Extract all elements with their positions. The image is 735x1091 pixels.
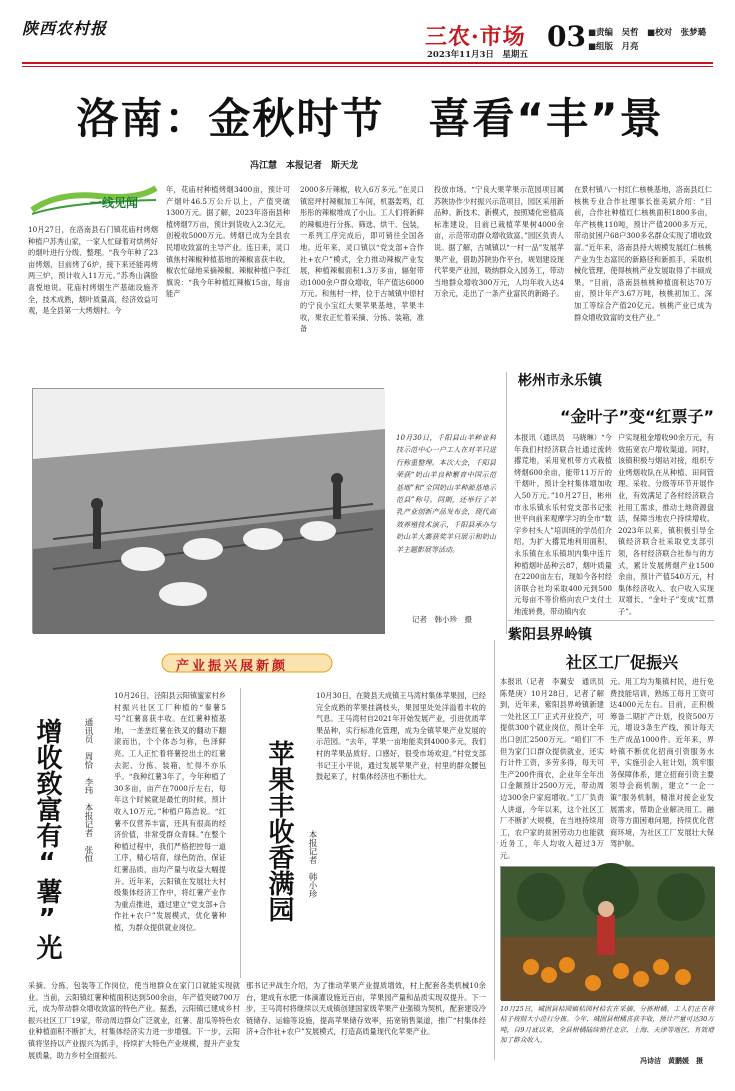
main-col-1: 10月27日，在洛南县石门镇花庙村烤烟种植户苏秀山家，一家人忙碌着对烘烤好的烟叶进行分级、整理。“我今年种了23亩烤烟，目前烤了6炉，接下来还能再烤两三炉，预计收入11万元。”苏秀山满脸喜悦地说。花庙村烤烟生产基础设施齐全，技术成熟，烟叶质量高，经济效益可观，是全县第一大烤烟村。今 xyxy=(28,225,158,316)
chenzhou-col-2: 户实现租金增收90余万元，有效拓宽农户增收渠道。同时，该镇积极与烟站对接，组织专业烤烟收队在从种植、田间管理、采收、分级等环节开展作业，有效满足了各村经济联合社用工需求，推动土地资源盘活，保障当地农户持续增收。2023年以来，镇积极引导全镇经济联合社采取党支部引领，各村经济联合社参与的方式，累计发展烤烟产业1500余亩，预计产值540万元，村集体经济收入、农户收入实现双增长，“金叶子”变成“红票子”。 xyxy=(618,433,714,616)
industry-banner xyxy=(162,650,332,676)
chenzhou-headline: “金叶子”变“红票子” xyxy=(560,407,715,426)
masthead-rule xyxy=(22,62,713,64)
main-col-5: 在景村镇八一村红仁核桃基地，洛南县红仁核桃专业合作社理事长崔美斌介绍：“目前，合作社种植红仁核桃面积1800多亩，年产核桃110吨，预计产值2000多万元，带动贫困户68户300多名群众实现了增收致富。”近年来，洛南县持大规模发展红仁核桃产业为生态富民的新路径和新抓手，采取机械化管理，使得核桃产业发展取得了丰硕成果。“目前，洛南县核桃种植面积达70万亩，预计年产3.67万吨，核桃初加工、深加工等综合产值20亿元。核桃产业已成为群众增收致富的支柱产业。” xyxy=(574,185,712,322)
photo1-caption: 10月30日，千阳县山羊种业科技示范中心一户工人在对羊只进行称重整理。本次大会，千阳县荣获“奶山羊良种繁育中国示范基地”和“全国奶山羊种源基地示范县”称号。同期，还举行了羊乳产业创新产品发布会，现代高效养殖技术演示，千阳县承办与奶山羊大赛获奖羊只展示和奶山羊主题影展等活动。 xyxy=(396,434,496,554)
issue-date: 2023年11月3日 星期五 xyxy=(427,50,528,60)
sweet-potato-col-2: 采摘、分拣、包装等工作岗位，使当地群众在家门口就能实现就业。当前，云阳镇红薯种植面积达到500余亩，年产值突破700万元，成为带动群众增收致富的特色产业。据悉，云阳镇已建成乡村振兴社区工厂19家，带动周边群众广泛就业，红薯、甜瓜等特色农业种植面积不断扩大，村集体经济实力进一步增强。下一步，云阳镇将坚持以产业振兴为抓手，持续扩大特色产业规模，提升产业发展质量，助力乡村全面振兴。 xyxy=(28,981,240,1060)
main-col-4: 投放市场。“宁良大果苹果示范园项目属苏陕协作少村振兴示范项目，园区采用新品种、新技术、新模式，按照矮化密植高标准建设，目前已栽植苹果树4000余亩，示范带动群众增收致富。”园区负责人说。据了解，古城镇以“一村一品”发展苹果产业，借助苏陕协作平台，规划建设现代苹果产业园，吸纳群众入园务工，带动当地群众增收300万元，人均年收入达4万余元，走出了一条产业富民的新路子。 xyxy=(434,185,564,299)
tag-text: 一线见闻 xyxy=(90,196,139,210)
editor-credits xyxy=(588,26,728,54)
masthead-rule-thin xyxy=(22,66,713,67)
goat-farm-illustration xyxy=(33,389,385,634)
photo2-caption: 10月25日，城固县桔园镇桔园村桔农在采摘、分拣柑橘。工人们正在将桔子按照大小进行分拣。今年，城固县柑橘喜获丰收，预计产量可达30万吨，自9月底以来，全县柑橘陆续销往北京、上海、天津等地区，有效增加了群众收入。 xyxy=(500,1005,714,1045)
chenzhou-col-1: 本报讯（通讯员 马晓琳）“今年我们村经济联合社通过流转撂荒地，采用宽机带方式栽植烤烟600余亩，能带11万斤的干烟叶，预计全村集体增加收入50万元。”10月27日，彬州市永乐镇永乐村党支部书记张世平向前来观摩学习的全市“数字乡村头人”培训班的学员们介绍。为扩大撂荒地利用面积，永乐镇在永乐镇坝内集中连片种植烟叶品种云87，烟叶质量在2200亩左右，现如今各村经济联合社均采取400元到500元每亩不等价格向农户支付土地流转费，带动镇内农 xyxy=(514,433,612,616)
divider-left-block xyxy=(494,640,495,1060)
main-col-2: 年，花庙村种植烤烟3400亩，预计可产烟叶46.5万公斤以上，产值突破1300万元。据了解，2023年洛南县种植烤烟7万亩，预计到货收入2.3亿元，创税收5000万元。烤烟已成为全县农民增收致富的主导产业。连日来，灵口镇焦村辣椒种植基地的辣椒喜获丰收，椒农忙碌地采摘辣椒。辣椒种植户李红旗说：“我今年种植红辣椒15亩，每亩能产 xyxy=(166,185,290,299)
orange-harvest-illustration xyxy=(501,867,715,1001)
section-title: 三农·市场 xyxy=(425,24,526,50)
page-number: 03 xyxy=(547,20,586,53)
chenzhou-title: 彬州市永乐镇 xyxy=(518,373,602,389)
ziyang-col-2: 元。用工均为集镇村民，进行免费技能培训，熟练工每月工资可达4000元左右。目前，正积极筹备二期扩产计划，投资500万元，增设3条生产线，预计每天生产成品1000件。近年来，界岭镇不断优化招商引资服务水平，实施引企入驻计划，筑牢服务保障体系，建立招商引资主要领导会商机制，建立“一企一策”服务机制，精准对接企业发展需求，帮助企业解决用工、融资等方面困难问题，持续优化营商环境，为社区工厂发展壮大保驾护航。 xyxy=(610,677,714,849)
editor-line-1: ■责编 吴哲 ■校对 张梦璐 xyxy=(588,28,707,38)
divider-photo-right xyxy=(506,372,507,634)
goat-farm-photo xyxy=(32,388,384,633)
apple-col-1: 10月30日，在陇县天成镇王马湾村集体苹果园，已经完全成熟的苹果挂满枝头，果园里处处洋溢着丰收的气息。王马湾村自2021年开始发展产业，引进优质苹果品种，实行标准化管理，成为全镇苹果产业发展的示范园。“去年，苹果一亩地能卖到4000多元，我们村的苹果品质好、口感好，很受市场欢迎。”村党支部书记王小平说，通过发展苹果产业，村里的群众腰包鼓起来了，村集体经济也不断壮大。 xyxy=(316,691,486,782)
main-headline: 洛南：金秋时节 喜看“丰”景 xyxy=(76,94,664,143)
divider-potato-apple xyxy=(240,688,241,978)
tag-badge xyxy=(28,180,158,220)
industry-banner-text: 产业振兴展新颜 xyxy=(176,659,289,674)
divider-chenzhou-ziyang xyxy=(508,620,714,621)
editor-line-2: ■组版 月亮 xyxy=(588,42,639,52)
apple-byline: 本报记者 韩小珍 xyxy=(307,830,317,898)
apple-headline: 苹果丰收香满园 xyxy=(264,740,294,922)
ziyang-title: 紫阳县界岭镇 xyxy=(508,627,592,643)
ziyang-col-1: 本报讯（记者 李翼安 通讯员 陈楚庚）10月28日，记者了解到，近年来，紫阳县界岭镇新建一处社区工厂正式开业投产，可提供300个就业岗位，预计全年出口创汇2500万元。“咱们厂不但为家门口群众提供就业，还实行计件工资，多劳多得，每天可生产200件商衣，企业年全年出口金额预计2500万元，带动周边300余户家庭增收。”工厂负责人讲道，今年以来，这个社区工厂不断扩大规模，在当地持续用工，农户家的贫困劳动力也能就近务工，年人均收入超过3万元。 xyxy=(500,677,612,860)
paper-name: 陕西农村报 xyxy=(22,19,108,38)
photo2-credit: 冯诗洁 黄鹏媛 摄 xyxy=(640,1056,703,1065)
apple-col-2: 那书记尹战生介绍，为了推动苹果产业提质增效，村上配套各类机械10余台，建成有水肥一体滴灌设施近百亩，苹果园产量和品质实现双提升。下一步，王马湾村将继续以天成镇创建国家级苹果产业强镇为契机，配套建设冷链储存、运输等设施，提高苹果储存效率，拓宽销售渠道，推广“村集体经济+合作社+农户”发展模式，打造高质量现代化苹果产业。 xyxy=(246,981,486,1037)
sweet-potato-col-1: 10月26日，泾阳县云阳镇蜜家村乡村振兴社区工厂种植的“秦薯5号”红薯喜获丰收。在红薯种植基地，一垄垄红薯在铁叉的翻动下翻滚而出，个个体态匀称，色泽鲜亮。工人正忙着将薯挖出土的红薯去泥、分拣、装箱，忙得不亦乐乎。“我种红薯3年了，今年种植了30多亩，亩产在7000斤左右，每年这个时候就是最忙的时候，预计收入10万元。”种植户陈浩说。“红薯不仅营养丰富，还具有很高的经济价值，非常受群众青睐。”在整个种植过程中，我们严格把控每一道工序，精心培育，绿色防治，保证红薯品质，亩均产量与收益大幅提升。近年来，云阳镇在发展壮大村级集体经济工作中，将红薯产业作为重点推进，通过建立“党支部+合作社+农户”发展模式，优化薯种植，为群众提供就业岗位。 xyxy=(114,691,226,932)
sweet-potato-byline: 通讯员 周恰 李玮 本报记者 张恒 xyxy=(83,718,93,863)
orange-harvest-photo xyxy=(500,866,714,1000)
ziyang-headline: 社区工厂促振兴 xyxy=(566,653,679,672)
sweet-potato-headline: 增收致富有“薯”光 xyxy=(32,718,62,960)
main-col-3: 2000多斤辣椒，收入6万多元。”在灵口镇窑坪村辣椒加工车间，机器轰鸣，红彤彤的辣椒堆成了小山。工人们将新鲜的辣椒进行分拣、筛选、烘干、包装，一系列工序完成后，即可销往全国各地。近年来，灵口镇以“党支部+合作社+农户”模式，全力推动辣椒产业发展，种植辣椒面积1.3万多亩，辐射带动1000余户群众增收，年产值达6000万元。和焦村一样，位于古城镇中原村的宁良小宝红大果苹果基地，苹果丰收，果农正忙着采摘、分拣、装箱，准备 xyxy=(300,185,424,334)
main-byline: 冯江慧 本报记者 斯天龙 xyxy=(250,161,359,171)
photo1-credit: 记者 韩小珍 摄 xyxy=(412,615,472,624)
